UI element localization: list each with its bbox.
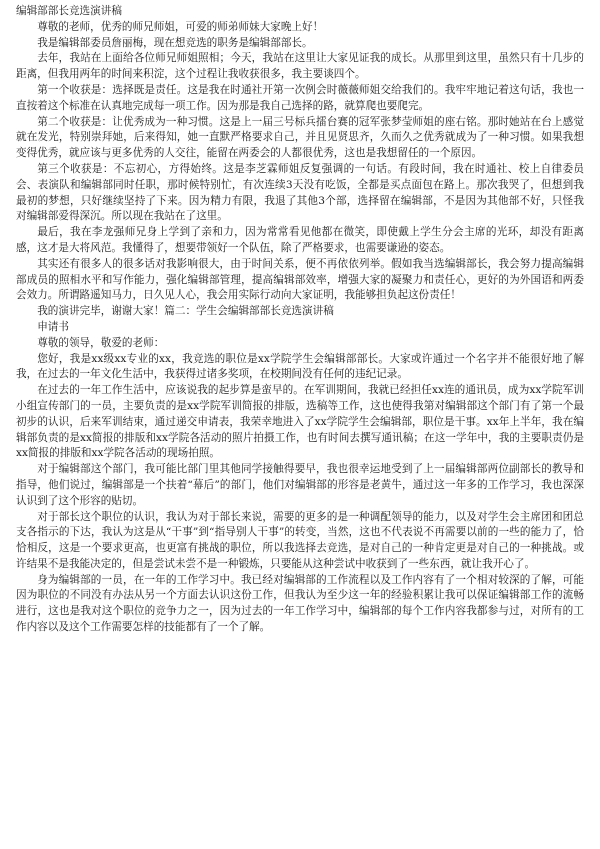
document-page <box>16 0 584 636</box>
speech2-paragraph: 在过去的一年工作生活中，应该说我的起步算是蛮早的。在军训期间，我就已经担任xx连的通讯员，成为xx学院军训小组宣传部门的一员，主要负责的是xx学院军训简报的排版，选稿等工作，这也使得我第对编辑部这个部门有了第一个最初步的认识，后来军训结束，通过递交申请表，我荣幸地进入了xx学院学生会编辑部，职位是干事。xx年上半年，我在编辑部负责的是xx简报的排版和xx学院各活动的照片拍摄工作，也有时间去撰写通讯稿；在这一学年中，我的主要职责仍是xx简报的排版和xx学院各活动的现场拍照。 <box>16 384 584 460</box>
section-subtitle: 申请书 <box>37 320 69 333</box>
speech1-paragraph: 第二个收获是：让优秀成为一种习惯。这是上一届三号标兵擂台赛的冠军张梦莹师姐的座右铭。那时她站在台上感觉就在发光，特别崇拜她，后来得知，她一直默严格要求自己，并且见贤思齐，久而久之优秀就成为了一种习惯。如果我想变得优秀，就应该与更多优秀的人交往，能留在两委会的人都很优秀，这也是我想留任的一个原因。 <box>16 115 584 160</box>
speech1-paragraph: 其实还有很多人的很多话对我影响很大，由于时间关系，便不再依依列举。假如我当选编辑部长，我会努力提高编辑部成员的照相水平和写作能力，强化编辑部管理，提高编辑部效率，增强大家的凝聚力和责任心，更好的为外国语和两委会效力。所谓路遥知马力，日久见人心，我会用实际行动向大家证明，我能够担负起这份责任！ <box>16 257 584 302</box>
speech2-paragraph: 您好，我是xx级xx专业的xx，我竞选的职位是xx学院学生会编辑部部长。大家或许通过一个名字并不能很好地了解我，在过去的一年文化生活中，我获得过诸多奖项，在校期间没有任何的违纪记录。 <box>16 352 584 381</box>
speech1-paragraph: 去年，我站在上面给各位师兄师姐照相；今天，我站在这里让大家见证我的成长。从那里到这里，虽然只有十几步的距离，但我用两年的时间来积淀，这个过程让我收获很多，我主要谈四个。 <box>16 52 584 81</box>
speech2-paragraph: 对于编辑部这个部门，我可能比部门里其他同学接触得要早，我也很幸运地受到了上一届编辑部两位副部长的教导和指导，他们说过，编辑部是一个扶着“幕后”的部门，他们对编辑部的形容是老黄牛，通过这一年多的工作学习，我也深深认识到了这个形容的贴切。 <box>16 463 584 507</box>
speech1-intro: 我是编辑部委员詹丽梅，现在想竞选的职务是编辑部部长。 <box>37 36 313 49</box>
speech2-paragraph: 对于部长这个职位的认识，我认为对于部长来说，需要的更多的是一种调配领导的能力，以及对学生会主席团和团总支各指示的下达，我认为这是从“干事”到“指导别人干事”的转变，当然，这也不代表说不再需要以前的一些的能力了，恰恰相反，这是一个要求更高，也更富有挑战的职位，所以我选择去竞选，是对自己的一种肯定更是对自己的一种挑战。或许结果不是我能决定的，但是尝试未尝不是一种锻炼，只要能从这种尝试中收获到了一些东西，就让我开心了。 <box>16 510 584 570</box>
speech1-paragraph: 第一个收获是：选择既是责任。这是我在时通社开第一次例会时薇薇师姐交给我们的。我牢牢地记着这句话，我也一直按着这个标准在认真地完成每一项工作。因为那是我自己选择的路，就算爬也要爬完。 <box>16 83 584 112</box>
document-title: 编辑部部长竞选演讲稿 <box>16 5 122 17</box>
speech1-paragraph: 最后，我在李龙强师兄身上学到了亲和力，因为常常看见他都在微笑，即使戴上学生分会主席的光环，却没有距离感，这才是大将风范。我懂得了，想要带领好一个队伍，除了严格要求，也需要谦逊的姿态。 <box>16 226 584 254</box>
speech1-greeting: 尊敬的老师，优秀的师兄师姐，可爱的师弟师妹大家晚上好！ <box>37 20 324 33</box>
speech-transition: 我的演讲完毕，谢谢大家！篇二：学生会编辑部部长竞选演讲稿 <box>37 305 334 318</box>
speech2-paragraph: 身为编辑部的一员，在一年的工作学习中。我已经对编辑部的工作流程以及工作内容有了一个相对较深的了解，可能因为职位的不同没有办法从另一个方面去认识这份工作，但我认为至少这一年的经验积累让我可以保证编辑部工作的流畅进行，这也是我对这个职位的竞争力之一，因为过去的一年工作学习中，编辑部的每个工作内容我都参与过，对所有的工作内容以及这个工作需要怎样的技能都有了一个了解。 <box>16 573 584 634</box>
speech1-paragraph: 第三个收获是：不忘初心，方得始终。这是李芝霖师姐反复强调的一句话。有段时间，我在时通社、校上自律委员会、表演队和编辑部同时任职，那时候特别忙，有次连续3天没有吃饭，全都是买点面包在路上。那次我哭了，但想到我最初的梦想，只好继续坚持了下来。因为精力有限，我退了其他3个部，选择留在编辑部，不是因为其他部不好，只怪我对编辑部爱得深沉。所以现在我站在了这里。 <box>16 162 584 223</box>
speech2-greeting: 尊敬的领导，敬爱的老师： <box>37 336 165 349</box>
